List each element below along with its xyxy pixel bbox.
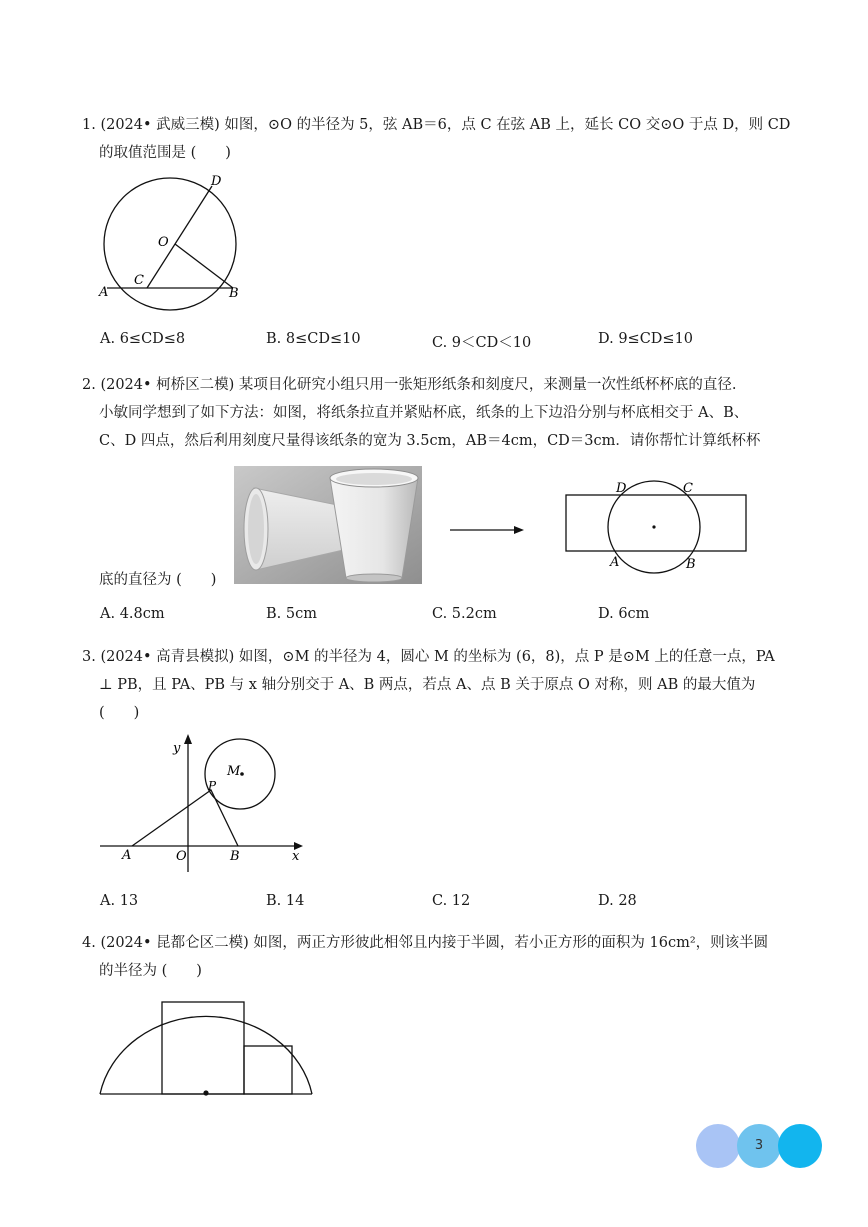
page-number: 3 — [754, 1138, 764, 1153]
label-B: B — [230, 849, 240, 864]
option-a[interactable]: A. 4.8cm — [100, 606, 165, 622]
label-A: A — [122, 848, 132, 863]
label-O: O — [176, 849, 187, 864]
question-3 — [82, 643, 802, 727]
label-C: C — [134, 273, 144, 288]
option-a[interactable]: A. 13 — [100, 893, 139, 909]
option-d[interactable]: D. 9≤CD≤10 — [598, 331, 694, 347]
question-4 — [82, 929, 802, 985]
label-D: D — [211, 174, 222, 189]
pager-circle-left — [696, 1124, 740, 1168]
question-2-stem-line2: 小敏同学想到了如下方法：如图，将纸条拉直并紧贴杯底，纸条的上下边沿分别与杯底相交于 A、B、 — [99, 405, 749, 421]
option-c[interactable]: C. 12 — [432, 893, 471, 909]
question-1-figure — [95, 170, 255, 315]
question-4-figure — [96, 994, 318, 1100]
option-d[interactable]: D. 28 — [598, 893, 637, 909]
question-3-stem-line2: ⊥ PB，且 PA、PB 与 x 轴分别交于 A、B 两点，若点 A、点 B 关于原点 O 对称，则 AB 的最大值为 — [99, 677, 756, 693]
label-C: C — [683, 481, 693, 496]
option-b[interactable]: B. 8≤CD≤10 — [266, 331, 361, 347]
question-2-stem-line3: C、D 四点，然后利用刻度尺量得该纸条的宽为 3.5cm，AB＝4cm，CD＝3cm．请你帮忙计算纸杯杯 — [99, 433, 761, 449]
label-P: P — [208, 779, 217, 793]
question-3-stem-line1: 3. (2024• 高青县模拟) 如图，⊙M 的半径为 4，圆心 M 的坐标为 (6，8)，点 P 是⊙M 上的任意一点，PA — [82, 649, 775, 665]
question-3-figure — [98, 730, 308, 876]
label-O: O — [158, 235, 169, 250]
question-1-stem-line2: 的取值范围是 ( ) — [99, 145, 231, 161]
option-c[interactable]: C. 5.2cm — [432, 606, 497, 622]
option-b[interactable]: B. 14 — [266, 893, 305, 909]
label-B: B — [686, 557, 696, 572]
label-B: B — [229, 286, 239, 301]
option-d[interactable]: D. 6cm — [598, 606, 650, 622]
question-2-stem-tail — [82, 566, 802, 594]
pager-circle-right — [778, 1124, 822, 1168]
label-y: y — [173, 741, 181, 756]
question-2-stem-line1: 2. (2024• 柯桥区二模) 某项目化研究小组只用一张矩形纸条和刻度尺，来测量一次性纸杯杯底的直径. — [82, 377, 737, 393]
question-4-stem-line2: 的半径为 ( ) — [99, 963, 202, 979]
question-2 — [82, 371, 802, 455]
question-2-figure — [560, 476, 755, 576]
label-A: A — [610, 555, 620, 570]
question-3-stem-line3: ( ) — [99, 705, 140, 721]
label-A: A — [99, 285, 109, 300]
option-c[interactable]: C. 9＜CD＜10 — [432, 335, 532, 351]
label-M: M — [227, 764, 241, 779]
arrow-icon — [448, 522, 526, 538]
question-1 — [82, 111, 802, 167]
question-1-stem-line1: 1. (2024• 武威三模) 如图，⊙O 的半径为 5，弦 AB＝6，点 C 在弦 AB 上，延长 CO 交⊙O 于点 D，则 CD — [82, 117, 791, 133]
question-2-stem-line4: 底的直径为 ( ) — [99, 572, 217, 588]
option-b[interactable]: B. 5cm — [266, 606, 317, 622]
page-number-badge — [696, 1124, 822, 1168]
option-a[interactable]: A. 6≤CD≤8 — [100, 331, 186, 347]
label-D: D — [616, 481, 627, 496]
label-x: x — [292, 849, 300, 864]
question-4-stem-line1: 4. (2024• 昆都仑区二模) 如图，两正方形彼此相邻且内接于半圆，若小正方形的面积为 16cm²，则该半圆 — [82, 935, 769, 951]
